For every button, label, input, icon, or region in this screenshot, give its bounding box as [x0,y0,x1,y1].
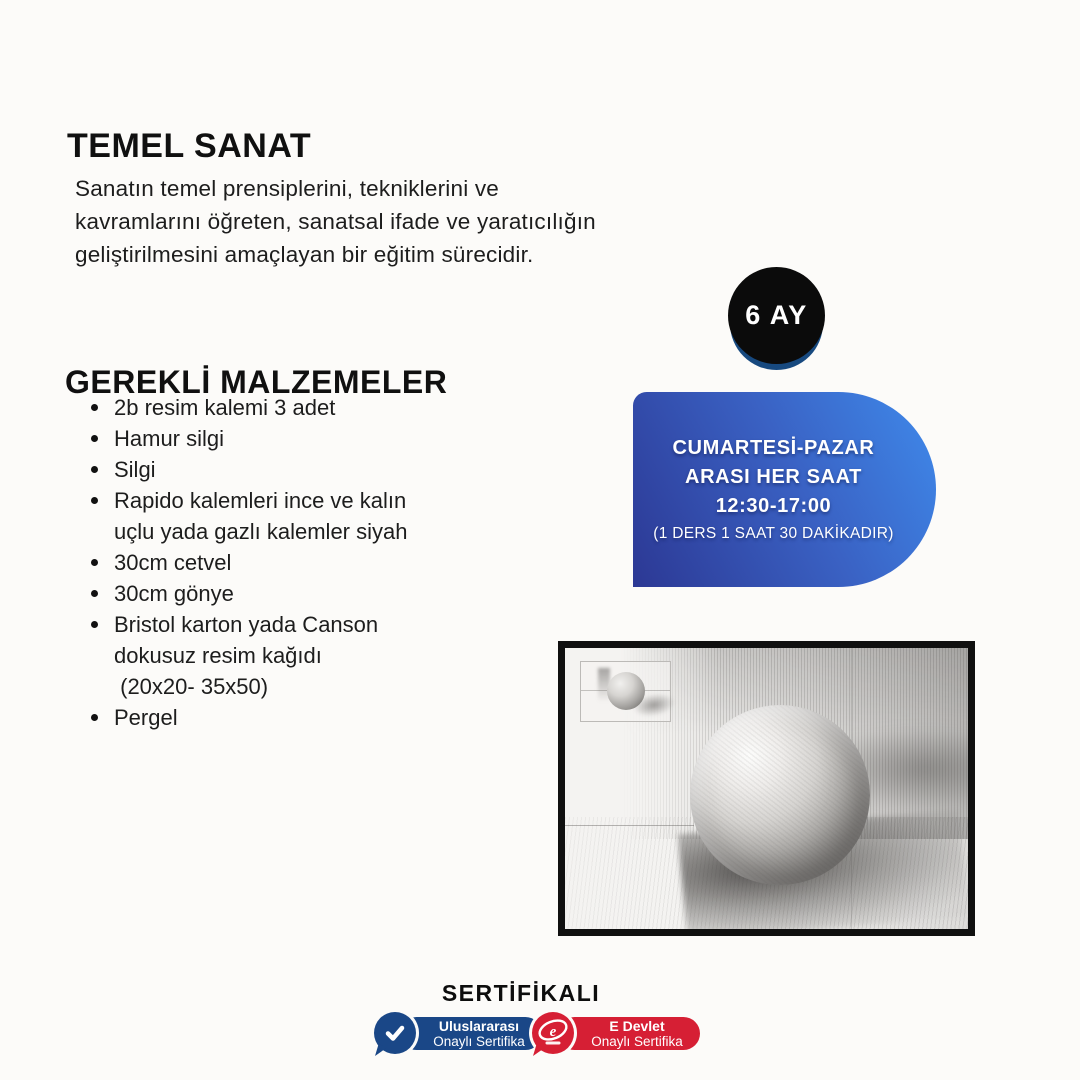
svg-text:e: e [549,1024,557,1040]
badge-edevlet-pill [558,1017,700,1050]
artwork-image [558,641,975,936]
schedule-days: CUMARTESİ-PAZAR [672,437,875,459]
duration-badge [728,267,825,364]
badge-edevlet-subtitle: Onaylı Sertifika [591,1033,683,1049]
artwork-sphere [690,705,870,885]
artwork-paper [565,648,968,929]
materials-list-item: Hamur silgi [88,423,488,454]
materials-list-item: Rapido kalemleri ince ve kalın uçlu yada gazlı kalemler siyah [88,485,488,547]
course-description-line: geliştirilmesini amaçlayan bir eğitim sürecidir. [75,242,534,267]
materials-list-item: 30cm cetvel [88,547,488,578]
badge-edevlet-title: E Devlet [609,1017,665,1034]
schedule-card [633,392,936,587]
schedule-frequency: ARASI HER SAAT [685,466,862,488]
badge-international-title: Uluslararası [438,1017,520,1034]
course-description-line: Sanatın temel prensiplerini, tekniklerini ve [75,176,500,201]
page-title: TEMEL SANAT [67,126,312,165]
materials-list [88,392,488,733]
schedule-note: (1 DERS 1 SAAT 30 DAKİKADIR) [653,525,894,542]
artwork-floor-line [565,825,694,826]
badge-international-subtitle: Onaylı Sertifika [433,1033,525,1049]
materials-list-item: 2b resim kalemi 3 adet [88,392,488,423]
badge-edevlet-certificate [532,1010,690,1058]
materials-list-item: Bristol karton yada Canson dokusuz resim kağıdı (20x20- 35x50) [88,609,488,702]
certification-heading: SERTİFİKALI [441,980,601,1006]
badge-international-certificate [374,1010,532,1058]
checkmark-glyph [383,1021,407,1045]
badge-international-pill [400,1017,542,1050]
materials-list-item: Pergel [88,702,488,733]
materials-list-item: 30cm gönye [88,578,488,609]
e-devlet-glyph [533,1013,573,1053]
course-description [75,172,695,271]
materials-list-item: Silgi [88,454,488,485]
schedule-hours: 12:30-17:00 [715,495,832,517]
checkmark-icon [374,1012,416,1054]
course-description-line: kavramlarını öğreten, sanatsal ifade ve yaratıcılığın [75,209,596,234]
materials-heading: GEREKLİ MALZEMELER [65,363,448,400]
e-devlet-icon [532,1012,574,1054]
duration-badge-label: 6 AY [745,300,808,330]
artwork-study-sketch [580,661,671,722]
